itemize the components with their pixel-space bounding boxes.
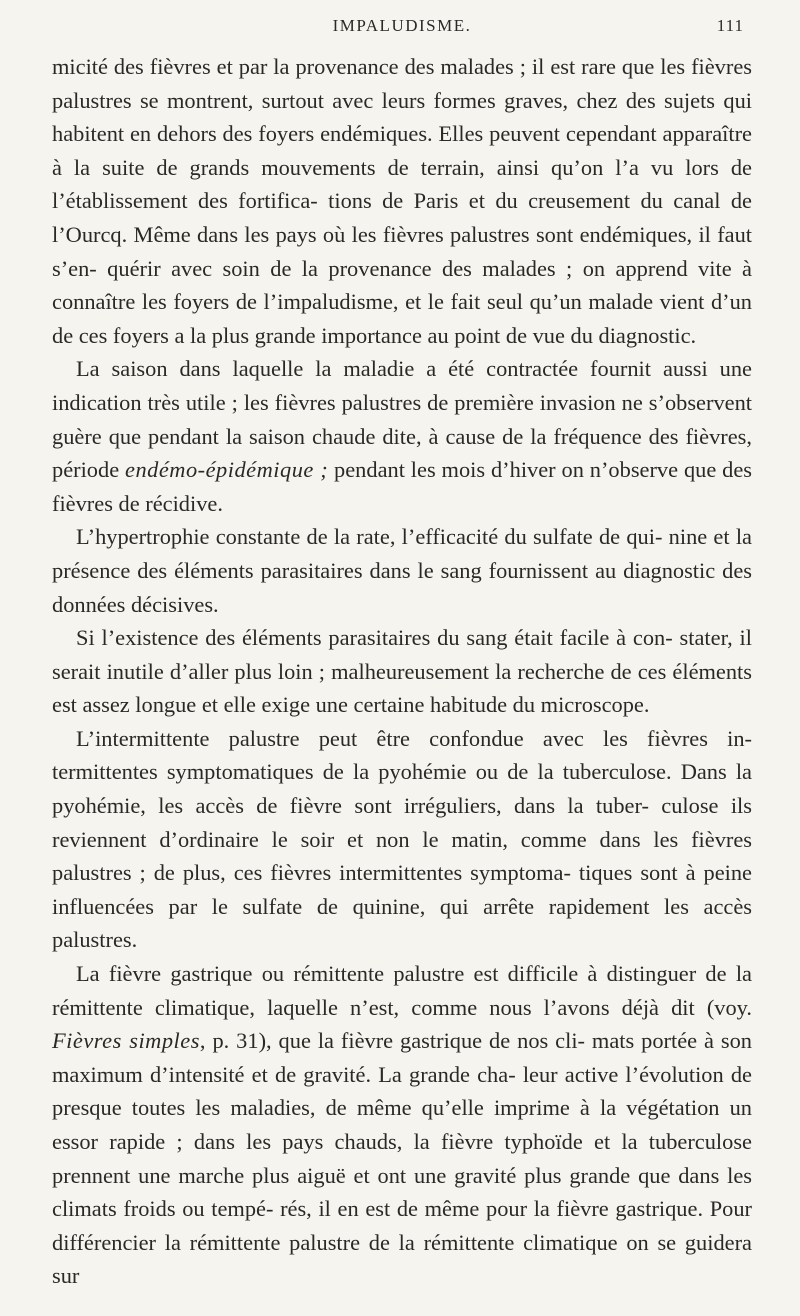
text-run: , p. 31), que la fièvre gastrique de nos cli- mats portée à son maximum d’intensité et de gravité. La grande cha- leur active l’évolution de presque toutes les maladies, de même qu’elle imprime à la végétation un essor rapide ; dans les pays chauds, la fièvre typhoïde et la tuberculose prennent une marche plus aiguë et ont une gravité plus grande que dans les climats froids ou tempé- rés, il en est de même pour la fièvre gastrique. Pour différencier la rémittente palustre de la rémittente climatique on se guidera sur bbox=[52, 1028, 753, 1289]
paragraph-hypertrophie bbox=[52, 520, 752, 621]
text-run: Si l’existence des éléments parasitaires du sang était facile à con- stater, il serait inutile d’aller plus loin ; malheureusement la recherche de ces éléments est assez longue et elle exige une certaine habitude du microscope. bbox=[52, 625, 752, 718]
text-run: La fièvre gastrique ou rémittente palustre est difficile à distinguer de la rémittente climatique, laquelle n’est, comme nous l’avons déjà dit (voy. bbox=[52, 961, 752, 1020]
running-title: IMPALUDISME. bbox=[332, 16, 472, 35]
text-run: L’intermittente palustre peut être confondue avec les fièvres in- termittentes symptomatiques de la pyohémie ou de la tuberculose. Dans la pyohémie, les accès de fièvre sont irréguliers, dans la tuber- culose ils reviennent d’ordinaire le soir et non le matin, comme dans les fièvres palustres ; de plus, ces fièvres intermittentes symptoma- tiques sont à peine influencées par le sulfate de quinine, qui arrête rapidement les accès palustres. bbox=[52, 725, 752, 953]
paragraph-elements-parasitaires bbox=[52, 621, 752, 722]
body-text bbox=[52, 50, 752, 1293]
book-page bbox=[52, 12, 752, 1302]
italic-text: endémo-épidémique ; bbox=[125, 457, 329, 483]
page-number: 111 bbox=[716, 16, 744, 35]
paragraph-fievre-gastrique bbox=[52, 957, 752, 1293]
text-run: La saison dans laquelle la maladie a été contractée fournit aussi une indication très utile ; les fièvres palustres de première invasion ne s’observent guère que pendant la saison chaude dite, à cause de la fréquence des fièvres, période bbox=[52, 356, 752, 483]
text-run: L’hypertrophie constante de la rate, l’efficacité du sulfate de qui- nine et la présence des éléments parasitaires dans le sang fournissent au diagnostic des données décisives. bbox=[52, 524, 752, 617]
text-run: micité des fièvres et par la provenance des malades ; il est rare que les fièvres palustres se montrent, surtout avec leurs formes graves, chez des sujets qui habitent en dehors des foyers endémiques. Elles peuvent cependant apparaître à la suite de grands mouvements de terrain, ainsi qu’on l’a vu lors de l’établissement des fortifica- tions de Paris et du creusement du canal de l’Ourcq. Même dans les pays où les fièvres palustres sont endémiques, il faut s’en- quérir avec soin de la provenance des malades ; on apprend vite à connaître les foyers de l’impaludisme, et le fait seul qu’un malade vient d’un de ces foyers a la plus grande importance au point de vue du diagnostic. bbox=[52, 54, 752, 348]
paragraph-saison bbox=[52, 352, 752, 520]
text-run: pendant les mois d’hiver on n’observe que des fièvres de récidive. bbox=[52, 457, 752, 516]
paragraph-intermittente bbox=[52, 722, 752, 957]
running-head bbox=[52, 12, 752, 42]
italic-text: Fièvres simples bbox=[52, 1028, 200, 1054]
paragraph-continuation bbox=[52, 50, 752, 352]
